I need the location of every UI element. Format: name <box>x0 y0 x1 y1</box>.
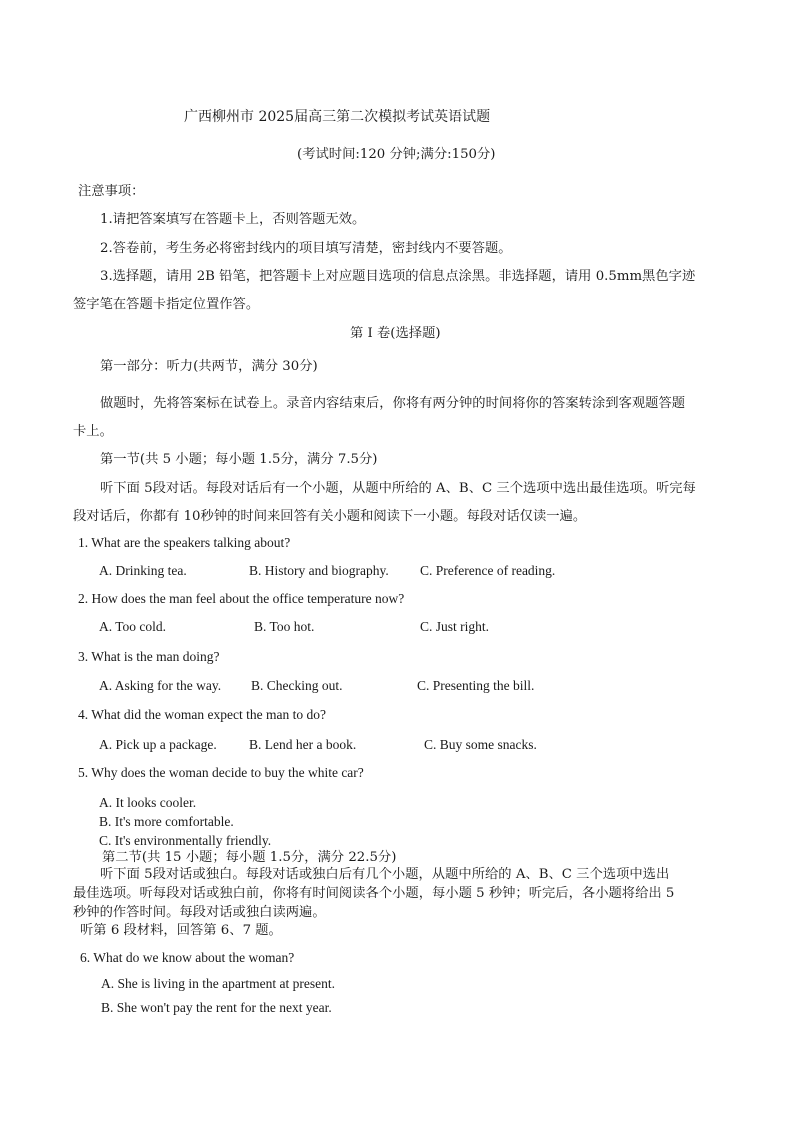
section1-intro-line-2: 段对话后，你都有 10秒钟的时间来回答有关小题和阅读下一小题。每段对话仅读一遍。 <box>73 509 587 524</box>
section2-intro-line-3: 秒钟的作答时间。每段对话或独白读两遍。 <box>73 905 326 920</box>
question-1-option-b: B. History and biography. <box>249 563 389 578</box>
question-4-option-b: B. Lend her a book. <box>249 737 357 752</box>
question-5-option-c: C. It's environmentally friendly. <box>99 833 272 848</box>
question-2-option-a: A. Too cold. <box>99 619 167 634</box>
part1-intro-line-2: 卡上。 <box>73 424 113 439</box>
part1-heading: 第一部分：听力(共两节，满分 30分) <box>100 359 318 374</box>
question-6-option-b: B. She won't pay the rent for the next year. <box>101 1000 332 1015</box>
question-4-option-c: C. Buy some snacks. <box>424 737 537 752</box>
section2-intro-line-2: 最佳选项。听每段对话或独白前，你将有时间阅读各个小题，每小题 5 秒钟；听完后，各小题将给出 5 <box>73 886 675 901</box>
question-3: 3. What is the man doing? <box>78 649 220 664</box>
section1-intro-line-1: 听下面 5段对话。每段对话后有一个小题，从题中所给的 A、B、C 三个选项中选出最佳选项。听完每 <box>100 481 696 496</box>
section1-heading: 第一节(共 5 小题；每小题 1.5分，满分 7.5分) <box>100 452 378 467</box>
notice-item-1: 1.请把答案填写在答题卡上，否则答题无效。 <box>100 212 366 227</box>
notice-heading: 注意事项： <box>78 184 145 199</box>
question-2: 2. How does the man feel about the office temperature now? <box>78 591 405 606</box>
section2-intro-line-1: 听下面 5段对话或独白。每段对话或独白后有几个小题，从题中所给的 A、B、C 三个选项中选出 <box>100 867 670 882</box>
question-5-option-b: B. It's more comfortable. <box>99 814 234 829</box>
question-3-option-c: C. Presenting the bill. <box>417 678 535 693</box>
part1-intro-line-1: 做题时，先将答案标在试卷上。录音内容结束后，你将有两分钟的时间将你的答案转涂到客观题答题 <box>100 396 686 411</box>
exam-subtitle: (考试时间:120 分钟;满分:150分) <box>297 147 496 162</box>
exam-title: 广西柳州市 2025届高三第二次模拟考试英语试题 <box>184 109 491 125</box>
section2-heading: 第二节(共 15 小题；每小题 1.5分，满分 22.5分) <box>102 850 397 865</box>
material-note: 听第 6 段材料，回答第 6、7 题。 <box>80 923 282 938</box>
question-6: 6. What do we know about the woman? <box>80 950 295 965</box>
question-1-option-c: C. Preference of reading. <box>420 563 556 578</box>
question-4-option-a: A. Pick up a package. <box>99 737 217 752</box>
question-6-option-a: A. She is living in the apartment at present. <box>101 976 335 991</box>
notice-item-2: 2.答卷前，考生务必将密封线内的项目填写清楚，密封线内不要答题。 <box>100 241 512 256</box>
notice-item-3-cont: 签字笔在答题卡指定位置作答。 <box>73 297 260 312</box>
question-3-option-a: A. Asking for the way. <box>99 678 222 693</box>
question-4: 4. What did the woman expect the man to do? <box>78 707 326 722</box>
question-5: 5. Why does the woman decide to buy the white car? <box>78 765 364 780</box>
question-2-option-b: B. Too hot. <box>254 619 315 634</box>
question-3-option-b: B. Checking out. <box>251 678 343 693</box>
notice-item-3: 3.选择题，请用 2B 铅笔，把答题卡上对应题目选项的信息点涂黑。非选择题，请用 0.5mm黑色字迹 <box>100 269 696 284</box>
volume-title: 第 I 卷(选择题) <box>350 326 441 341</box>
question-2-option-c: C. Just right. <box>420 619 490 634</box>
question-5-option-a: A. It looks cooler. <box>99 795 197 810</box>
question-1-option-a: A. Drinking tea. <box>99 563 187 578</box>
question-1: 1. What are the speakers talking about? <box>78 535 291 550</box>
